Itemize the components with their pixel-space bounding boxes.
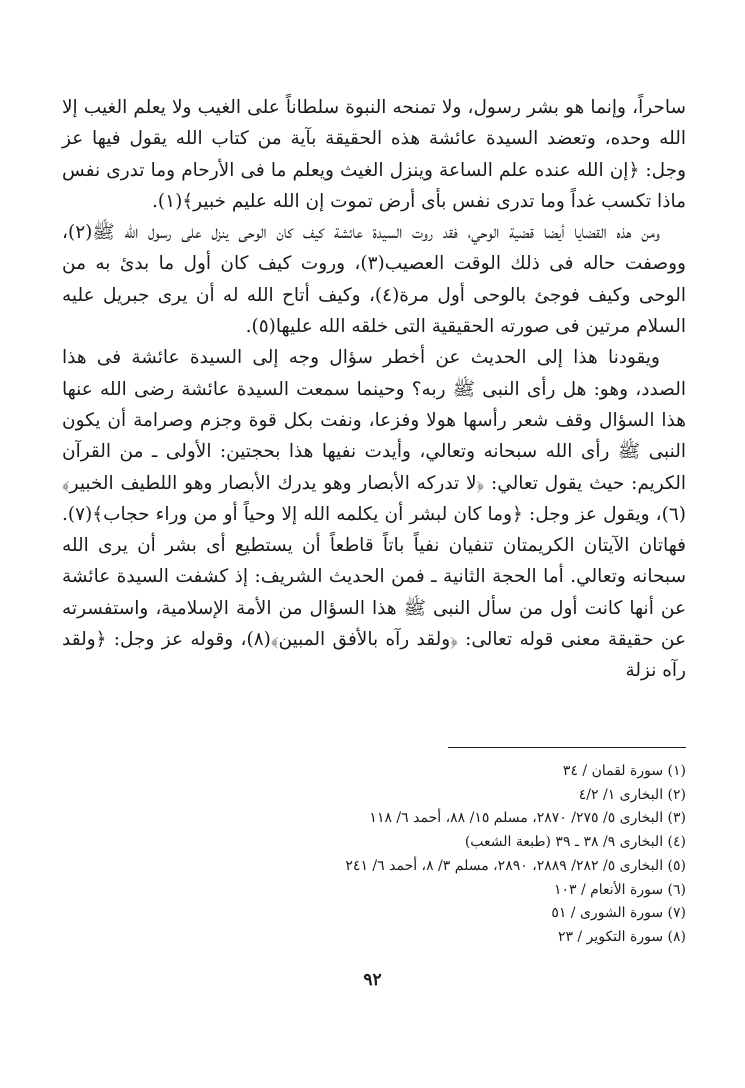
footnote: (٥) البخارى ٥/ ٢٨٢/ ٢٨٨٩، ٢٨٩٠، مسلم ٣/ ٨، أحمد ٦/ ٢٤١ [345, 857, 686, 874]
footnote-separator [448, 747, 686, 748]
body-text [62, 92, 686, 687]
page-number: ٩٢ [363, 970, 382, 990]
footnote: (٤) البخارى ٩/ ٣٨ ـ ٣٩ (طبعة الشعب) [464, 834, 686, 851]
paragraph: ويقودنا هذا إلى الحديث عن أخطر سؤال وجه إلى السيدة عائشة فى هذا الصدد، وهو: هل رأى النبى ﷺ ربه؟ وحينما سمعت السيدة عائشة رضى الله عنها هذا السؤال وقف شعر رأسها هولا وفزعا، ونفت بكل قوة وجزم وصرامة أن يكون النبى ﷺ رأى الله سبحانه وتعالي، وأيدت نفيها هذا بحجتين: الأولى ـ من القرآن الكريم: حيث يقول تعالي: ﴿لا تدركه الأبصار وهو يدرك الأبصار وهو اللطيف الخبير﴾(٦)، ويقول عز وجل: ﴿وما كان لبشر أن يكلمه الله إلا وحياً أو من وراء حجاب﴾(٧). فهاتان الآيتان الكريمتان تنفيان نفياً باتاً قاطعاً أن يستطيع أى بشر أن يرى الله سبحانه وتعالي. أما الحجة الثانية ـ فمن الحديث الشريف: إذ كشفت السيدة عائشة عن أنها كانت أول من سأل النبى ﷺ هذا السؤال من الأمة الإسلامية، واستفسرته عن حقيقة معنى قوله تعالى: ﴿ولقد رآه بالأفق المبين﴾(٨)، وقوله عز وجل: ﴿ولقد رآه نزلة [62, 347, 686, 682]
footnote: (٧) سورة الشورى / ٥١ [551, 905, 686, 922]
footnote: (٨) سورة التكوير / ٢٣ [557, 928, 686, 945]
footnote: (٣) البخارى ٥/ ٢٧٥/ ٢٨٧٠، مسلم ١٥/ ٨٨، أحمد ٦/ ١١٨ [369, 810, 686, 827]
footnotes [300, 760, 686, 950]
footnote: (٦) سورة الأنعام / ١٠٣ [553, 881, 686, 898]
paragraph: ومن هذه القضايا أيضا قضية الوحي، فقد روت السيدة عائشة كيف كان الوحى ينزل على رسول الله ﷺ(٢)، ووصفت حاله فى ذلك الوقت العصيب(٣)، وروت كيف كان أول ما بدئ به من الوحى وكيف فوجئ بالوحى أول مرة(٤)، وكيف أتاح الله له أن يرى جبريل عليه السلام مرتين فى صورته الحقيقية التى خلقه الله عليها(٥). [62, 222, 687, 338]
footnote: (٢) البخارى ١/ ٤/٢ [578, 786, 686, 803]
paragraph: ساحراً، وإنما هو بشر رسول، ولا تمنحه النبوة سلطاناً على الغيب ولا يعلم الغيب إلا الله وحده، وتعضد السيدة عائشة هذه الحقيقة بآية من كتاب الله يقول فيها عز وجل: ﴿إن الله عنده علم الساعة وينزل الغيث ويعلم ما فى الأرحام وما تدرى نفس ماذا تكسب غداً وما تدرى نفس بأى أرض تموت إن الله عليم خبير﴾(١). [62, 97, 686, 212]
footnote: (١) سورة لقمان / ٣٤ [562, 763, 686, 779]
